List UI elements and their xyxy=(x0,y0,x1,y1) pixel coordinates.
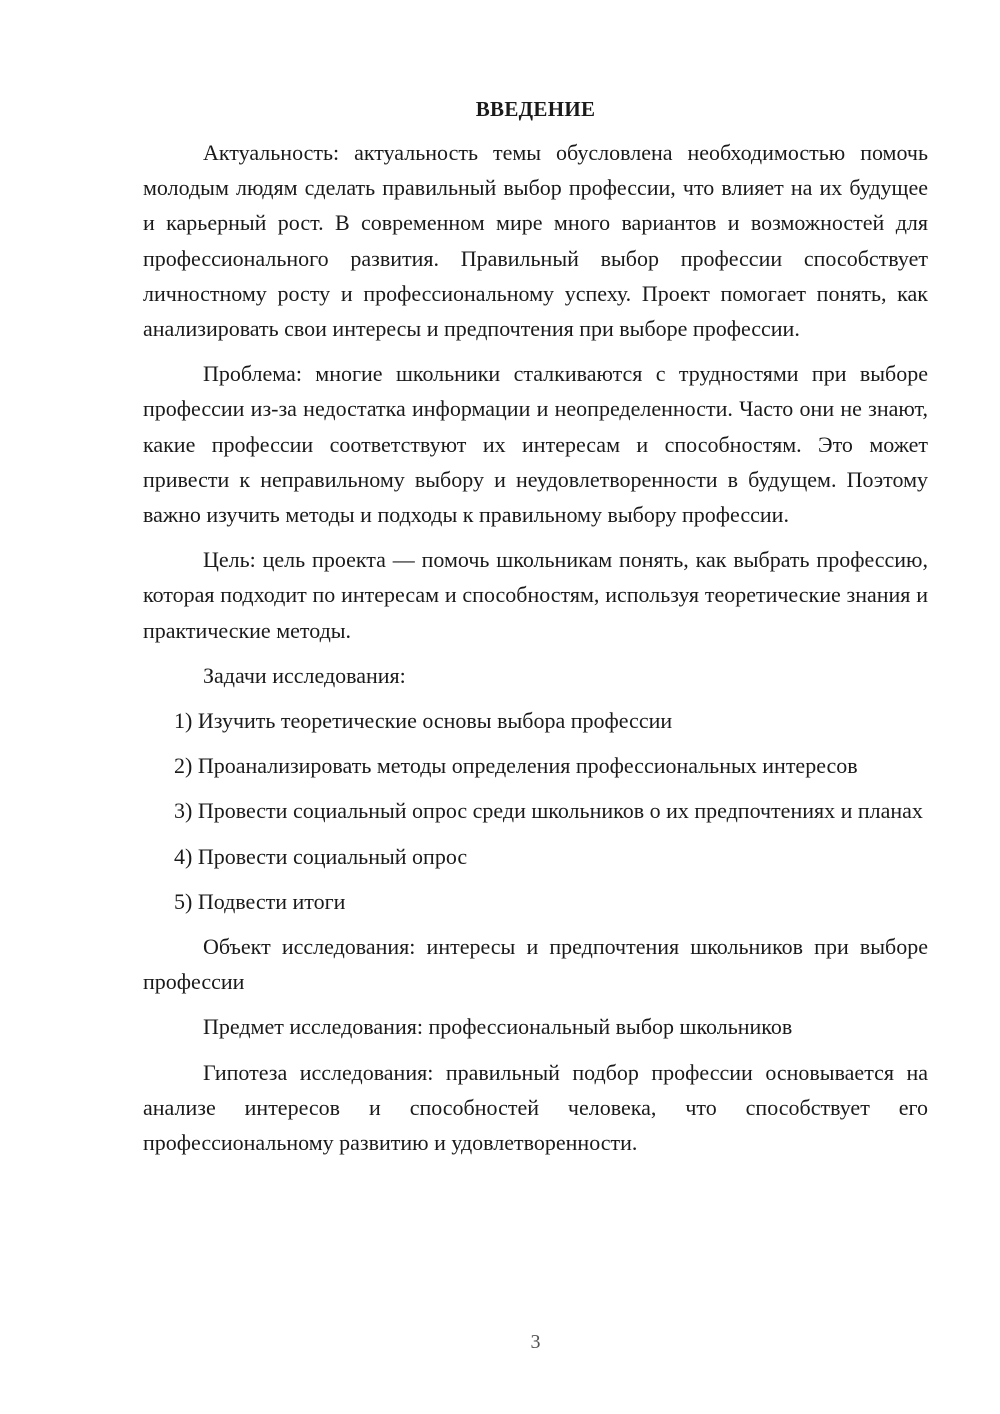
document-page xyxy=(143,92,928,1170)
task-item: 2) Проанализировать методы определения профессиональных интересов xyxy=(174,753,858,779)
goal-paragraph: Цель: цель проекта — помочь школьникам понять, как выбрать профессию, которая подходит по интересам и способностям, используя теоретические знания и практические методы. xyxy=(143,547,928,643)
tasks-heading: Задачи исследования: xyxy=(203,662,406,688)
relevance-paragraph: Актуальность: актуальность темы обусловлена необходимостью помочь молодым людям сделать правильный выбор профессии, что влияет на их будущее и карьерный рост. В современном мире много вариантов и возможностей для профессионального развития. Правильный выбор профессии способствует личностному росту и профессиональному успеху. Проект помогает понять, как анализировать свои интересы и предпочтения при выборе профессии. xyxy=(143,140,928,342)
task-item: 1) Изучить теоретические основы выбора профессии xyxy=(174,708,673,734)
object-paragraph: Объект исследования: интересы и предпочтения школьников при выборе профессии xyxy=(143,934,928,995)
problem-paragraph: Проблема: многие школьники сталкиваются с трудностями при выборе профессии из-за недостатка информации и неопределенности. Часто они не знают, какие профессии соответствуют их интересам и способностям. Это может привести к неправильному выбору и неудовлетворенности в будущем. Поэтому важно изучить методы и подходы к правильному выбору профессии. xyxy=(143,361,928,528)
subject-paragraph: Предмет исследования: профессиональный выбор школьников xyxy=(203,1014,793,1040)
page-number: 3 xyxy=(530,1331,541,1353)
task-item: 4) Провести социальный опрос xyxy=(174,843,468,869)
task-item: 3) Провести социальный опрос среди школьников о их предпочтениях и планах xyxy=(174,798,923,824)
hypothesis-paragraph: Гипотеза исследования: правильный подбор профессии основывается на анализе интересов и способностей человека, что способствует его профессиональному развитию и удовлетворенности. xyxy=(143,1059,928,1156)
task-item: 5) Подвести итоги xyxy=(174,888,346,914)
page-title: ВВЕДЕНИЕ xyxy=(475,97,596,121)
